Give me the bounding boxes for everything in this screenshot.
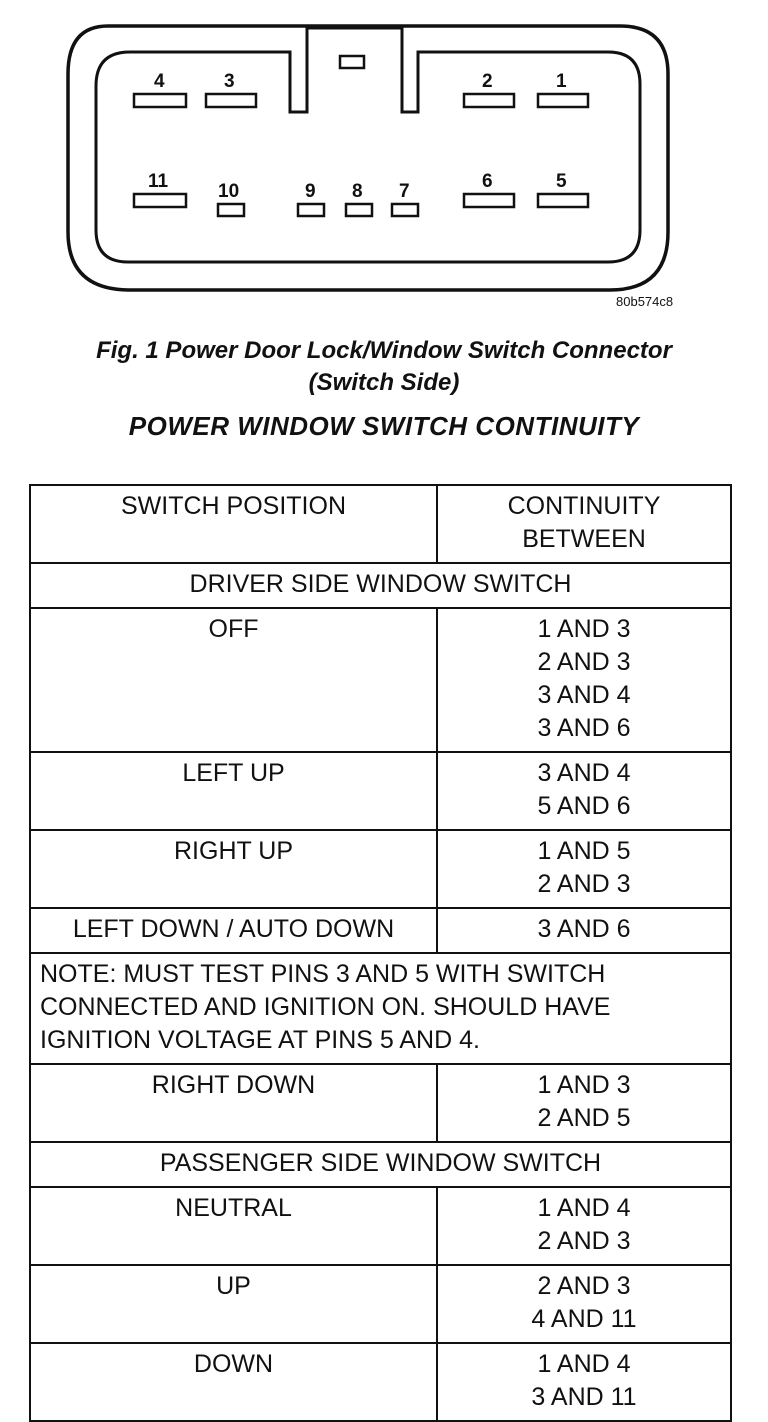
driver-heading-row [30, 563, 731, 608]
figure-id: 80b574c8 [616, 294, 674, 309]
switch-position-cell: DOWN [30, 1343, 437, 1421]
driver-side-heading: DRIVER SIDE WINDOW SWITCH [30, 563, 731, 608]
switch-position-cell: LEFT DOWN / AUTO DOWN [30, 908, 437, 953]
continuity-cell [437, 830, 731, 908]
pin-1-slot [538, 94, 588, 107]
passenger-side-heading: PASSENGER SIDE WINDOW SWITCH [30, 1142, 731, 1187]
table-row [30, 752, 731, 830]
continuity-cell [437, 1265, 731, 1343]
table-row [30, 830, 731, 908]
note-line: NOTE: MUST TEST PINS 3 AND 5 WITH SWITCH [40, 960, 606, 988]
pin-4-slot [134, 94, 186, 107]
pin-6-label: 6 [482, 171, 493, 192]
pin-11-label: 11 [148, 171, 169, 192]
connector-latch-tab [340, 56, 364, 68]
switch-position-cell: NEUTRAL [30, 1187, 437, 1265]
pin-10-label: 10 [218, 181, 240, 202]
table-row [30, 608, 731, 752]
continuity-pair: 3 AND 11 [531, 1383, 637, 1411]
continuity-pair: 1 AND 3 [537, 1071, 631, 1099]
continuity-pair: 2 AND 3 [537, 1227, 631, 1255]
continuity-pair: 1 AND 4 [537, 1350, 631, 1378]
pin-2-slot [464, 94, 514, 107]
table-row [30, 908, 731, 953]
continuity-pair: 1 AND 5 [537, 837, 631, 865]
continuity-pair: 3 AND 6 [537, 714, 631, 742]
continuity-pair: 2 AND 3 [537, 1272, 631, 1300]
table-row [30, 1343, 731, 1421]
header-switch-position: SWITCH POSITION [30, 485, 437, 563]
continuity-pair: 3 AND 4 [537, 759, 631, 787]
pin-9-slot [298, 204, 324, 216]
switch-position-cell: OFF [30, 608, 437, 752]
pin-10-slot [218, 204, 244, 216]
continuity-table [29, 484, 732, 1422]
connector-diagram [0, 0, 768, 320]
continuity-pair: 2 AND 5 [537, 1104, 631, 1132]
pin-5-slot [538, 194, 588, 207]
table-row [30, 1187, 731, 1265]
pin-1-label: 1 [556, 71, 567, 92]
header-continuity-between: CONTINUITY BETWEEN [437, 485, 731, 563]
section-title: POWER WINDOW SWITCH CONTINUITY [128, 411, 640, 441]
pin-9-label: 9 [305, 181, 316, 202]
pin-2-label: 2 [482, 71, 493, 92]
switch-position-cell: UP [30, 1265, 437, 1343]
switch-position-cell: LEFT UP [30, 752, 437, 830]
note-row [30, 953, 731, 1064]
pin-7-slot [392, 204, 418, 216]
pin-4-label: 4 [154, 71, 165, 92]
connector-outer-shell [68, 26, 668, 290]
pin-8-slot [346, 204, 372, 216]
continuity-pair: 3 AND 6 [537, 915, 631, 943]
table-header-row [30, 485, 731, 563]
switch-position-cell: RIGHT DOWN [30, 1064, 437, 1142]
pin-3-slot [206, 94, 256, 107]
continuity-pair: 1 AND 4 [537, 1194, 631, 1222]
continuity-pair: 3 AND 4 [537, 681, 631, 709]
continuity-cell [437, 1343, 731, 1421]
figure-caption-line-1: Fig. 1 Power Door Lock/Window Switch Connector [96, 337, 672, 364]
continuity-pair: 4 AND 11 [531, 1305, 637, 1333]
note-line: IGNITION VOLTAGE AT PINS 5 AND 4. [40, 1026, 480, 1054]
switch-position-cell: RIGHT UP [30, 830, 437, 908]
passenger-heading-row [30, 1142, 731, 1187]
continuity-cell [437, 752, 731, 830]
table-row [30, 1064, 731, 1142]
table-row [30, 1265, 731, 1343]
connector-inner-cavity [96, 28, 640, 262]
note-cell [30, 953, 731, 1064]
continuity-cell [437, 1064, 731, 1142]
pin-5-label: 5 [556, 171, 567, 192]
pin-8-label: 8 [352, 181, 363, 202]
continuity-cell [437, 608, 731, 752]
pin-3-label: 3 [224, 71, 235, 92]
pin-6-slot [464, 194, 514, 207]
note-line: CONNECTED AND IGNITION ON. SHOULD HAVE [40, 993, 611, 1021]
figure-caption-line-2: (Switch Side) [308, 369, 460, 396]
pin-11-slot [134, 194, 186, 207]
pin-7-label: 7 [399, 181, 410, 202]
continuity-cell [437, 908, 731, 953]
continuity-cell [437, 1187, 731, 1265]
continuity-pair: 2 AND 3 [537, 648, 631, 676]
continuity-pair: 1 AND 3 [537, 615, 631, 643]
continuity-pair: 2 AND 3 [537, 870, 631, 898]
continuity-pair: 5 AND 6 [537, 792, 631, 820]
